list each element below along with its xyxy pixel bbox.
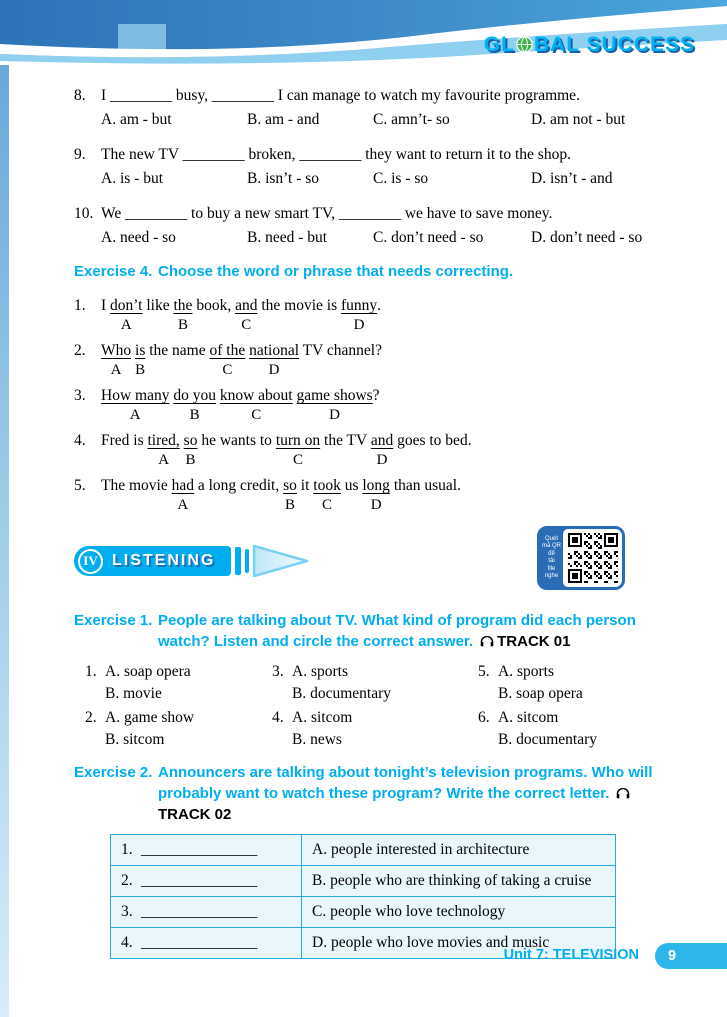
sentence-segment bbox=[393, 430, 471, 469]
sentence-segment bbox=[135, 340, 145, 379]
left-edge-decoration bbox=[0, 65, 9, 1017]
listening-options bbox=[85, 661, 665, 753]
logo-text-prefix: GL bbox=[483, 33, 515, 56]
sentence-segment bbox=[101, 430, 148, 469]
exercise1-heading bbox=[74, 610, 665, 652]
answer-blank: _______________ bbox=[141, 934, 258, 951]
options-column bbox=[272, 661, 478, 753]
exercise1-title bbox=[158, 610, 665, 652]
item-number: 5. bbox=[74, 477, 86, 494]
blank-cell bbox=[111, 897, 302, 928]
option-line bbox=[478, 661, 665, 683]
option-pair bbox=[85, 661, 272, 705]
correction-item bbox=[74, 340, 665, 379]
segment-letter bbox=[390, 496, 461, 514]
correction-sentence bbox=[101, 340, 665, 379]
segment-letter: D bbox=[329, 407, 340, 423]
segment-letter: C bbox=[251, 407, 262, 423]
sentence-segment bbox=[257, 295, 341, 334]
exercise4-label: Exercise 4. bbox=[74, 263, 153, 280]
exercise1-track-label: TRACK 01 bbox=[497, 633, 571, 650]
exercise2-label: Exercise 2. bbox=[74, 764, 153, 781]
correction-item bbox=[74, 295, 665, 334]
option-pair bbox=[272, 707, 478, 751]
correction-sentence bbox=[101, 385, 665, 424]
segment-text: funny bbox=[340, 297, 378, 314]
answer-options bbox=[101, 226, 665, 250]
option-pair bbox=[478, 661, 665, 705]
segment-letter: D bbox=[353, 317, 365, 333]
answer-option: D. am not - but bbox=[531, 111, 626, 128]
sentence-segment bbox=[172, 475, 194, 514]
answer-option: C. don’t need - so bbox=[373, 229, 484, 246]
option-b: B. sitcom bbox=[105, 731, 165, 748]
sentence-segment bbox=[313, 475, 341, 514]
item-number: 4. bbox=[74, 432, 86, 449]
segment-letter: B bbox=[284, 497, 295, 513]
sentence-segment bbox=[101, 385, 169, 424]
description-cell: B. people who are thinking of taking a cruise bbox=[302, 866, 616, 897]
option-pair bbox=[85, 707, 272, 751]
answer-option: C. amn’t- so bbox=[373, 111, 450, 128]
headphones-icon bbox=[480, 635, 494, 648]
item-number: 1. bbox=[74, 297, 86, 314]
segment-text: it bbox=[296, 477, 314, 494]
sentence-segment bbox=[194, 475, 283, 514]
banner-bar-decoration bbox=[235, 547, 241, 575]
segment-letter: A bbox=[158, 452, 170, 468]
item-number: 2. bbox=[74, 342, 86, 359]
segment-letter bbox=[143, 316, 174, 334]
segment-text: book, bbox=[192, 297, 236, 314]
option-b: B. soap opera bbox=[498, 685, 583, 702]
exercise2-heading bbox=[74, 762, 665, 825]
segment-letter: B bbox=[135, 362, 146, 378]
qr-block bbox=[537, 526, 625, 590]
segment-text: know about bbox=[219, 387, 293, 404]
option-line bbox=[85, 707, 272, 729]
option-number: 5. bbox=[478, 663, 490, 680]
segment-letter: B bbox=[185, 452, 196, 468]
answer-option: D. isn’t - and bbox=[531, 170, 613, 187]
segment-text: The movie bbox=[101, 477, 172, 494]
sentence-segment bbox=[174, 295, 193, 334]
exercise4-heading bbox=[74, 261, 665, 282]
segment-letter bbox=[297, 496, 313, 514]
brand-logo bbox=[484, 33, 695, 57]
globe-icon bbox=[516, 36, 533, 53]
segment-text: the movie is bbox=[257, 297, 341, 314]
question-stem-row bbox=[74, 84, 665, 108]
segment-letter bbox=[101, 451, 148, 469]
segment-letter bbox=[341, 496, 363, 514]
table-row bbox=[111, 866, 616, 897]
qr-caption-line: nghe bbox=[544, 573, 559, 579]
segment-text: How many bbox=[101, 387, 170, 404]
option-a: A. sports bbox=[498, 663, 554, 680]
section-roman-numeral: IV bbox=[78, 549, 103, 574]
answer-option: B. isn’t - so bbox=[247, 170, 320, 187]
segment-text: like bbox=[142, 297, 174, 314]
segment-letter bbox=[373, 406, 380, 424]
grammar-question bbox=[74, 202, 665, 250]
exercise2-track-label: TRACK 02 bbox=[158, 806, 232, 823]
option-a: A. sitcom bbox=[292, 709, 353, 726]
sentence-segment bbox=[101, 295, 110, 334]
qr-caption-line: tải bbox=[548, 558, 555, 564]
segment-text: the TV bbox=[320, 432, 371, 449]
sentence-segment bbox=[249, 340, 299, 379]
table-row bbox=[111, 835, 616, 866]
page-number-badge: 9 bbox=[655, 943, 727, 969]
option-number: 4. bbox=[272, 709, 284, 726]
segment-text: I bbox=[101, 297, 111, 314]
sentence-segment bbox=[283, 475, 297, 514]
description-cell: D. people who love movies and music bbox=[302, 928, 616, 959]
listening-banner-pill bbox=[74, 546, 231, 576]
segment-letter bbox=[299, 361, 382, 379]
option-a: A. game show bbox=[105, 709, 195, 726]
option-number: 1. bbox=[85, 663, 97, 680]
segment-text: the bbox=[173, 297, 193, 314]
segment-letter: C bbox=[322, 497, 333, 513]
segment-letter: A bbox=[120, 317, 132, 333]
segment-letter bbox=[197, 451, 275, 469]
segment-text: TV channel? bbox=[299, 342, 382, 359]
row-number: 1. bbox=[121, 841, 133, 858]
item-number: 3. bbox=[74, 387, 86, 404]
sentence-segment bbox=[320, 430, 371, 469]
sentence-segment bbox=[220, 385, 293, 424]
segment-text: so bbox=[183, 432, 198, 449]
segment-letter: A bbox=[129, 407, 141, 423]
qr-caption-line: Quét bbox=[544, 535, 558, 542]
sentence-segment bbox=[192, 295, 235, 334]
segment-text: goes to bed. bbox=[393, 432, 472, 449]
option-line bbox=[272, 707, 478, 729]
segment-text: so bbox=[283, 477, 297, 494]
qr-caption-line: để bbox=[548, 550, 555, 557]
sentence-segment bbox=[184, 430, 198, 469]
sentence-segment bbox=[145, 340, 209, 379]
sentence-segment bbox=[276, 430, 320, 469]
logo-text-suffix: BAL SUCCESS bbox=[533, 33, 695, 56]
answer-options bbox=[101, 167, 665, 191]
grammar-question bbox=[74, 84, 665, 132]
option-line bbox=[85, 661, 272, 683]
segment-letter bbox=[101, 496, 172, 514]
segment-text: don’t bbox=[110, 297, 143, 314]
sentence-segment bbox=[235, 295, 257, 334]
exercise1-label: Exercise 1. bbox=[74, 612, 153, 629]
options-column bbox=[478, 661, 665, 753]
table-row bbox=[111, 897, 616, 928]
segment-text: Fred is bbox=[101, 432, 148, 449]
segment-letter: A bbox=[110, 362, 122, 378]
sentence-segment bbox=[341, 295, 377, 334]
sentence-segment bbox=[110, 295, 142, 334]
question-stem-row bbox=[74, 202, 665, 226]
segment-letter: D bbox=[370, 497, 382, 513]
grammar-question bbox=[74, 143, 665, 191]
header-banner bbox=[0, 0, 727, 65]
segment-letter: C bbox=[241, 317, 252, 333]
sentence-segment bbox=[390, 475, 461, 514]
correction-item bbox=[74, 475, 665, 514]
exercise1-title-text: People are talking about TV. What kind of program did each person watch? Listen and circle the correct answer. bbox=[158, 612, 636, 650]
question-number: 8. bbox=[74, 87, 86, 104]
segment-text: and bbox=[235, 297, 258, 314]
option-pair bbox=[478, 707, 665, 751]
option-line bbox=[272, 661, 478, 683]
segment-text: is bbox=[135, 342, 146, 359]
sentence-segment bbox=[101, 340, 131, 379]
description-cell: C. people who love technology bbox=[302, 897, 616, 928]
segment-letter: B bbox=[177, 317, 188, 333]
correction-sentence bbox=[101, 475, 665, 514]
answer-blank: _______________ bbox=[141, 841, 258, 858]
matching-table-body bbox=[111, 835, 616, 959]
banner-bar-decoration bbox=[245, 549, 249, 573]
sentence-segment bbox=[197, 430, 275, 469]
segment-letter bbox=[320, 451, 371, 469]
banner-arrow-decoration bbox=[252, 544, 310, 578]
answer-option: B. need - but bbox=[247, 229, 328, 246]
option-b: B. movie bbox=[105, 685, 162, 702]
segment-letter: D bbox=[268, 362, 280, 378]
qr-caption-line: mã QR bbox=[541, 543, 561, 549]
answer-option: C. is - so bbox=[373, 170, 429, 187]
answer-blank: _______________ bbox=[141, 872, 258, 889]
question-number: 9. bbox=[74, 146, 86, 163]
question-stem-row bbox=[74, 143, 665, 167]
exercise2-title bbox=[158, 762, 665, 825]
segment-text: and bbox=[370, 432, 394, 449]
option-number: 3. bbox=[272, 663, 284, 680]
segment-text: do you bbox=[173, 387, 216, 404]
correction-item bbox=[74, 385, 665, 424]
sentence-segment bbox=[341, 475, 363, 514]
segment-text: game shows bbox=[296, 387, 373, 404]
option-b: B. documentary bbox=[292, 685, 392, 702]
description-cell: A. people interested in architecture bbox=[302, 835, 616, 866]
correction-item bbox=[74, 430, 665, 469]
answer-option: A. is - but bbox=[101, 170, 163, 187]
blank-cell bbox=[111, 835, 302, 866]
segment-text: ? bbox=[372, 387, 380, 404]
sentence-segment bbox=[297, 475, 313, 514]
segment-letter bbox=[194, 496, 283, 514]
qr-caption bbox=[540, 529, 563, 587]
segment-text: had bbox=[171, 477, 194, 494]
segment-letter bbox=[192, 316, 235, 334]
option-number: 6. bbox=[478, 709, 490, 726]
sentence-segment bbox=[210, 340, 246, 379]
answer-option: A. am - but bbox=[101, 111, 172, 128]
question-stem: I ________ busy, ________ I can manage to watch my favourite programme. bbox=[101, 87, 580, 104]
segment-text: us bbox=[340, 477, 363, 494]
segment-text: long bbox=[362, 477, 390, 494]
sentence-segment bbox=[373, 385, 380, 424]
segment-letter: B bbox=[189, 407, 200, 423]
answer-option: A. need - so bbox=[101, 229, 176, 246]
segment-text: . bbox=[377, 297, 382, 314]
grammar-question-list bbox=[74, 84, 665, 250]
row-number: 4. bbox=[121, 934, 133, 951]
question-number: 10. bbox=[74, 205, 94, 222]
qr-code bbox=[568, 533, 618, 583]
segment-text: tired, bbox=[147, 432, 180, 449]
answer-option: D. don’t need - so bbox=[531, 229, 643, 246]
sentence-segment bbox=[173, 385, 216, 424]
options-column bbox=[85, 661, 272, 753]
sentence-segment bbox=[371, 430, 393, 469]
sentence-segment bbox=[299, 340, 382, 379]
question-stem: We ________ to buy a new smart TV, ________ we have to save money. bbox=[101, 205, 553, 222]
row-number: 3. bbox=[121, 903, 133, 920]
sentence-segment bbox=[362, 475, 390, 514]
correction-sentence bbox=[101, 430, 665, 469]
segment-text: the name bbox=[145, 342, 210, 359]
segment-letter bbox=[393, 451, 471, 469]
option-b: B. news bbox=[292, 731, 342, 748]
unit-label: Unit 7: TELEVISION bbox=[503, 947, 639, 963]
option-line bbox=[478, 707, 665, 729]
segment-text: of the bbox=[209, 342, 246, 359]
segment-letter: D bbox=[376, 452, 388, 468]
segment-text: a long credit, bbox=[193, 477, 284, 494]
exercise4-items bbox=[74, 295, 665, 514]
answer-option: B. am - and bbox=[247, 111, 320, 128]
segment-text: Who bbox=[101, 342, 132, 359]
option-pair bbox=[272, 661, 478, 705]
segment-text: took bbox=[313, 477, 341, 494]
segment-text: than usual. bbox=[389, 477, 461, 494]
section-title: LISTENING bbox=[112, 552, 216, 569]
answer-blank: _______________ bbox=[141, 903, 258, 920]
segment-letter bbox=[377, 316, 381, 334]
exercise2-title-text: Announcers are talking about tonight’s television programs. Who will probably want to watch these program? Write the correct letter. bbox=[158, 764, 653, 802]
sentence-segment bbox=[148, 430, 180, 469]
footer bbox=[0, 942, 727, 972]
sentence-segment bbox=[377, 295, 381, 334]
matching-table bbox=[110, 834, 616, 959]
page-content bbox=[74, 84, 665, 959]
correction-sentence bbox=[101, 295, 665, 334]
question-stem: The new TV ________ broken, ________ they want to return it to the shop. bbox=[101, 146, 571, 163]
segment-letter: C bbox=[222, 362, 233, 378]
option-a: A. soap opera bbox=[105, 663, 191, 680]
segment-letter bbox=[145, 361, 209, 379]
segment-letter bbox=[101, 316, 110, 334]
row-number: 2. bbox=[121, 872, 133, 889]
qr-image-wrap bbox=[563, 529, 622, 587]
option-a: A. sitcom bbox=[498, 709, 559, 726]
option-a: A. sports bbox=[292, 663, 348, 680]
segment-letter: A bbox=[177, 497, 189, 513]
sentence-segment bbox=[101, 475, 172, 514]
sentence-segment bbox=[296, 385, 372, 424]
exercise4-title: Choose the word or phrase that needs correcting. bbox=[158, 263, 514, 280]
segment-letter bbox=[257, 316, 341, 334]
segment-text: turn on bbox=[275, 432, 321, 449]
sentence-segment bbox=[143, 295, 174, 334]
option-number: 2. bbox=[85, 709, 97, 726]
segment-text: national bbox=[249, 342, 300, 359]
option-b: B. documentary bbox=[498, 731, 598, 748]
answer-options bbox=[101, 108, 665, 132]
segment-text: he wants to bbox=[197, 432, 276, 449]
blank-cell bbox=[111, 866, 302, 897]
segment-letter: C bbox=[292, 452, 303, 468]
qr-caption-line: file bbox=[547, 565, 556, 572]
listening-section bbox=[74, 535, 665, 579]
headphones-icon bbox=[616, 787, 630, 800]
